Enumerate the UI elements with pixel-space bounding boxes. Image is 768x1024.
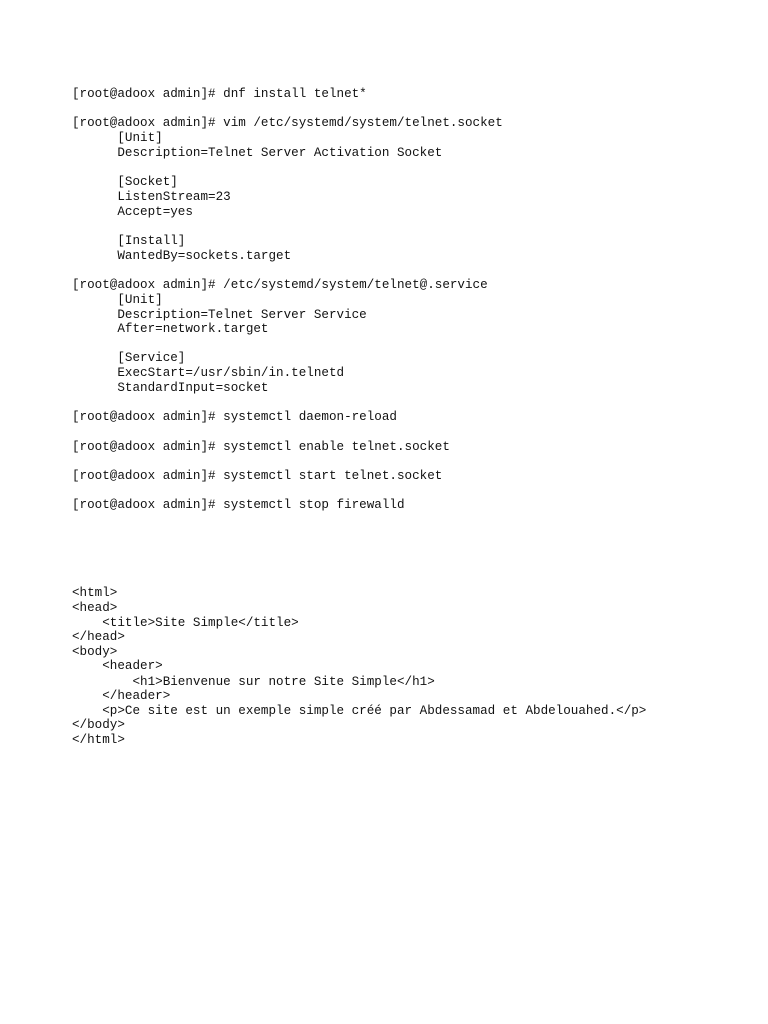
config-line: [Unit] xyxy=(72,131,163,145)
code-line: </header> xyxy=(72,689,171,703)
code-line: </html> xyxy=(72,733,125,747)
config-line: Description=Telnet Server Activation Socket xyxy=(72,146,443,160)
config-line: ListenStream=23 xyxy=(72,190,231,204)
config-line: After=network.target xyxy=(72,322,269,336)
code-line: <body> xyxy=(72,645,118,659)
command-line: [root@adoox admin]# systemctl stop firewalld xyxy=(72,498,405,512)
config-line: [Install] xyxy=(72,234,186,248)
code-line: </head> xyxy=(72,630,125,644)
config-line: [Unit] xyxy=(72,293,163,307)
config-line: ExecStart=/usr/sbin/in.telnetd xyxy=(72,366,345,380)
config-line: [Socket] xyxy=(72,175,178,189)
code-line: <head> xyxy=(72,601,118,615)
config-line: WantedBy=sockets.target xyxy=(72,249,292,263)
code-line: <html> xyxy=(72,586,118,600)
command-line: [root@adoox admin]# systemctl enable telnet.socket xyxy=(72,440,450,454)
code-line: <title>Site Simple</title> xyxy=(72,616,299,630)
code-line: <p>Ce site est un exemple simple créé par Abdessamad et Abdelouahed.</p> xyxy=(72,704,647,718)
config-line: Description=Telnet Server Service xyxy=(72,308,367,322)
config-line: [Service] xyxy=(72,351,186,365)
command-line: [root@adoox admin]# dnf install telnet* xyxy=(72,87,367,101)
code-line: <h1>Bienvenue sur notre Site Simple</h1> xyxy=(72,675,435,689)
code-line: </body> xyxy=(72,718,125,732)
command-line: [root@adoox admin]# vim /etc/systemd/system/telnet.socket xyxy=(72,116,503,130)
config-line: StandardInput=socket xyxy=(72,381,269,395)
code-line: <header> xyxy=(72,659,163,673)
command-line: [root@adoox admin]# systemctl start telnet.socket xyxy=(72,469,443,483)
config-line: Accept=yes xyxy=(72,205,193,219)
command-line: [root@adoox admin]# systemctl daemon-reload xyxy=(72,410,397,424)
command-line: [root@adoox admin]# /etc/systemd/system/telnet@.service xyxy=(72,278,488,292)
